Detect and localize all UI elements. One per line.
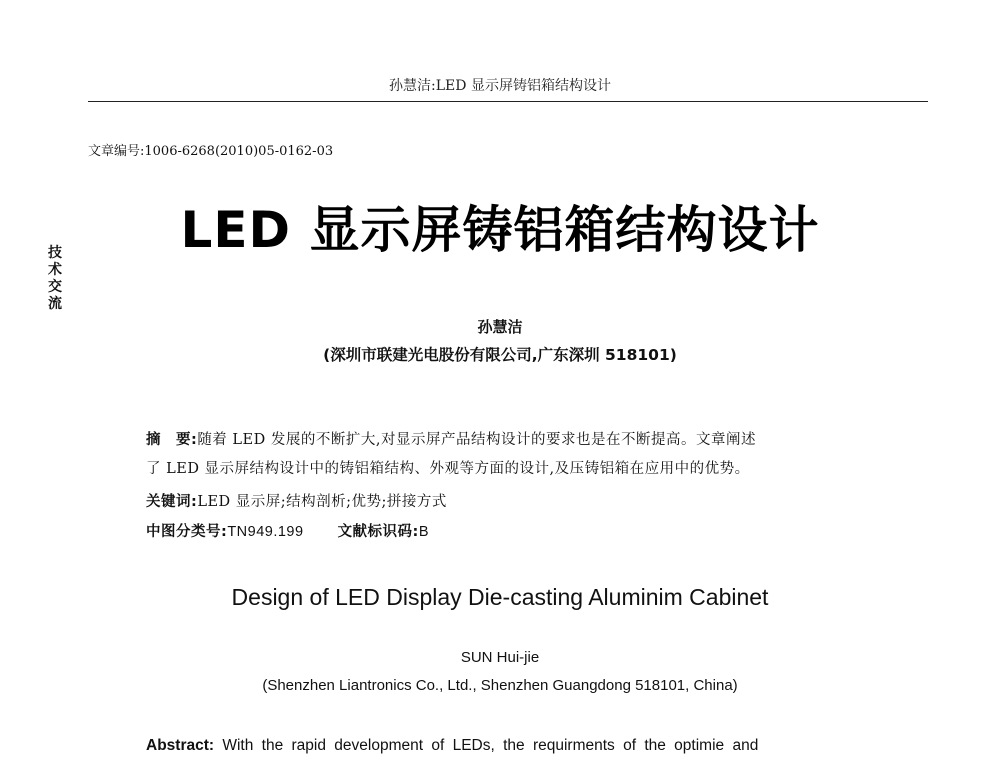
english-affiliation: (Shenzhen Liantronics Co., Ltd., Shenzhen Guangdong 518101, China) — [262, 677, 738, 694]
header-rule — [88, 101, 928, 102]
author-name: 孙慧洁 — [477, 318, 523, 336]
side-label-char: 流 — [48, 296, 62, 312]
english-author: SUN Hui-jie — [460, 649, 540, 666]
chinese-abstract — [146, 426, 876, 484]
author-affiliation: (深圳市联建光电股份有限公司,广东深圳 518101) — [323, 346, 677, 364]
clc-value: TN949.199 — [227, 524, 304, 540]
doc-code-value: B — [418, 524, 430, 540]
english-abstract-label: Abstract: — [146, 737, 215, 754]
keywords-text: LED 显示屏;结构剖析;优势;拼接方式 — [197, 494, 447, 510]
keywords-label: 关键词: — [146, 494, 198, 510]
english-title: Design of LED Display Die-casting Aluminim Cabinet — [231, 584, 769, 610]
article-number: 文章编号:1006-6268(2010)05-0162-03 — [88, 144, 334, 159]
side-label-char: 交 — [48, 279, 62, 295]
clc-label: 中图分类号: — [146, 524, 228, 540]
side-label-char: 术 — [48, 262, 62, 278]
english-abstract-text: With the rapid development of LEDs, the requirments of the optimie and — [222, 737, 759, 754]
running-header: 孙慧洁:LED 显示屏铸铝箱结构设计 — [389, 78, 611, 94]
classification-line — [146, 520, 429, 541]
abstract-label: 摘 要: — [146, 432, 198, 448]
side-label-char: 技 — [48, 245, 62, 261]
keywords-line — [146, 490, 447, 511]
abstract-line-1 — [146, 426, 876, 455]
english-abstract — [146, 737, 876, 755]
paper-title: LED 显示屏铸铝箱结构设计 — [180, 201, 820, 259]
abstract-text-1: 随着 LED 发展的不断扩大,对显示屏产品结构设计的要求也是在不断提高。文章阐述 — [197, 432, 756, 448]
doc-code-label: 文献标识码: — [337, 524, 419, 540]
abstract-line-2: 了 LED 显示屏结构设计中的铸铝箱结构、外观等方面的设计,及压铸铝箱在应用中的优势。 — [146, 461, 750, 477]
